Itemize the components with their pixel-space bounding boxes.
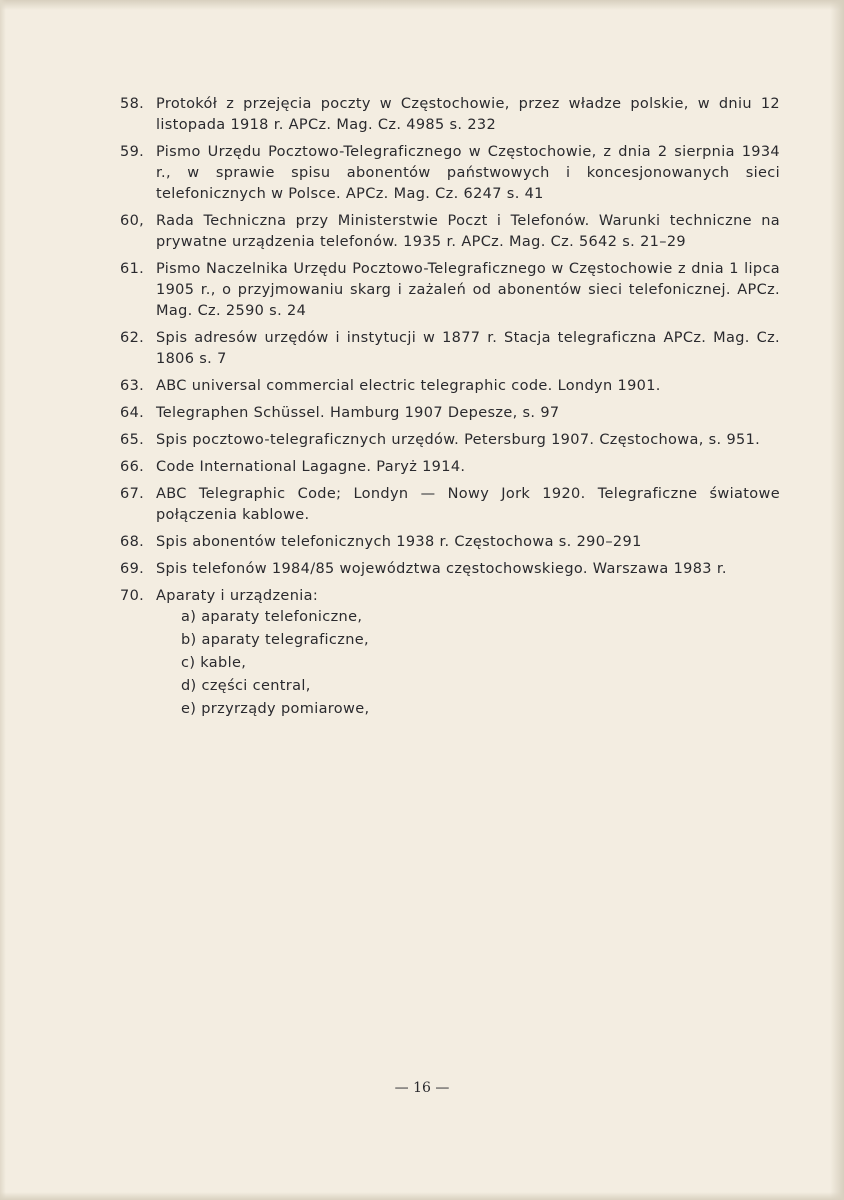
sublist-item: a) aparaty telefoniczne, [181,609,363,625]
bibliography-entry [120,142,780,205]
entry-number: 66. [120,459,145,475]
sublist-item: e) przyrządy pomiarowe, [181,701,370,717]
sublist-item: c) kable, [181,655,247,671]
entry-number: 68. [120,534,145,550]
bibliography-entry [120,430,780,451]
entry-text: Pismo Naczelnika Urzędu Pocztowo-Telegraficznego w Częstochowie z dnia 1 lipca 1905 r., o przyjmowaniu skarg i zażaleń od abonentów sieci telefonicznej. APCz. Mag. Cz. 2590 s. 24 [156,261,780,319]
entry-text: Spis abonentów telefonicznych 1938 r. Częstochowa s. 290–291 [156,534,642,550]
entry-number: 69. [120,561,145,577]
entry-number: 63. [120,378,145,394]
bibliography-entry [120,484,780,526]
bibliography-list [120,94,780,728]
equipment-sublist [156,607,780,720]
entry-text: Protokół z przejęcia poczty w Częstochowie, przez władze polskie, w dniu 12 listopada 1918 r. APCz. Mag. Cz. 4985 s. 232 [156,96,780,133]
entry-number: 60, [120,213,145,229]
entry-text: ABC universal commercial electric telegraphic code. Londyn 1901. [156,378,661,394]
entry-text: Code International Lagagne. Paryż 1914. [156,459,466,475]
entry-text: Spis adresów urzędów i instytucji w 1877 r. Stacja telegraficzna APCz. Mag. Cz. 1806 s. 7 [156,330,780,367]
entry-number: 61. [120,261,145,277]
entry-text: Pismo Urzędu Pocztowo-Telegraficznego w Częstochowie, z dnia 2 sierpnia 1934 r., w sprawie spisu abonentów państwowych i koncesjonowanych sieci telefonicznych w Polsce. APCz. Mag. Cz. 6247 s. 41 [156,144,780,202]
bibliography-entry [120,211,780,253]
entry-number: 65. [120,432,145,448]
entry-number: 58. [120,96,145,112]
entry-number: 67. [120,486,145,502]
sublist-item: d) części central, [181,678,311,694]
entry-text: Rada Techniczna przy Ministerstwie Poczt i Telefonów. Warunki techniczne na prywatne urządzenia telefonów. 1935 r. APCz. Mag. Cz. 5642 s. 21–29 [156,213,780,250]
page-shadow-top [0,0,844,10]
bibliography-entry [120,457,780,478]
bibliography-entry [120,532,780,553]
sublist-item: b) aparaty telegraficzne, [181,632,369,648]
entry-text: Spis pocztowo-telegraficznych urzędów. Petersburg 1907. Częstochowa, s. 951. [156,432,761,448]
entry-number: 59. [120,144,145,160]
page-shadow-left [0,0,6,1200]
bibliography-entry [120,376,780,397]
bibliography-entry [120,94,780,136]
bibliography-entry [120,259,780,322]
bibliography-entry [120,559,780,580]
entry-number: 62. [120,330,145,346]
bibliography-entry [120,328,780,370]
entry-text: Spis telefonów 1984/85 województwa częstochowskiego. Warszawa 1983 r. [156,561,727,577]
entry-text: Aparaty i urządzenia: [156,588,319,604]
page-shadow-right [830,0,844,1200]
bibliography-entry [120,403,780,424]
entry-text: ABC Telegraphic Code; Londyn — Nowy Jork 1920. Telegraficzne światowe połączenia kablowe. [156,486,780,523]
entry-number: 70. [120,588,145,604]
page-shadow-bottom [0,1192,844,1200]
entry-text: Telegraphen Schüssel. Hamburg 1907 Depesze, s. 97 [156,405,560,421]
bibliography-entry [120,586,780,722]
entry-number: 64. [120,405,145,421]
page-number: — 16 — [394,1080,450,1096]
